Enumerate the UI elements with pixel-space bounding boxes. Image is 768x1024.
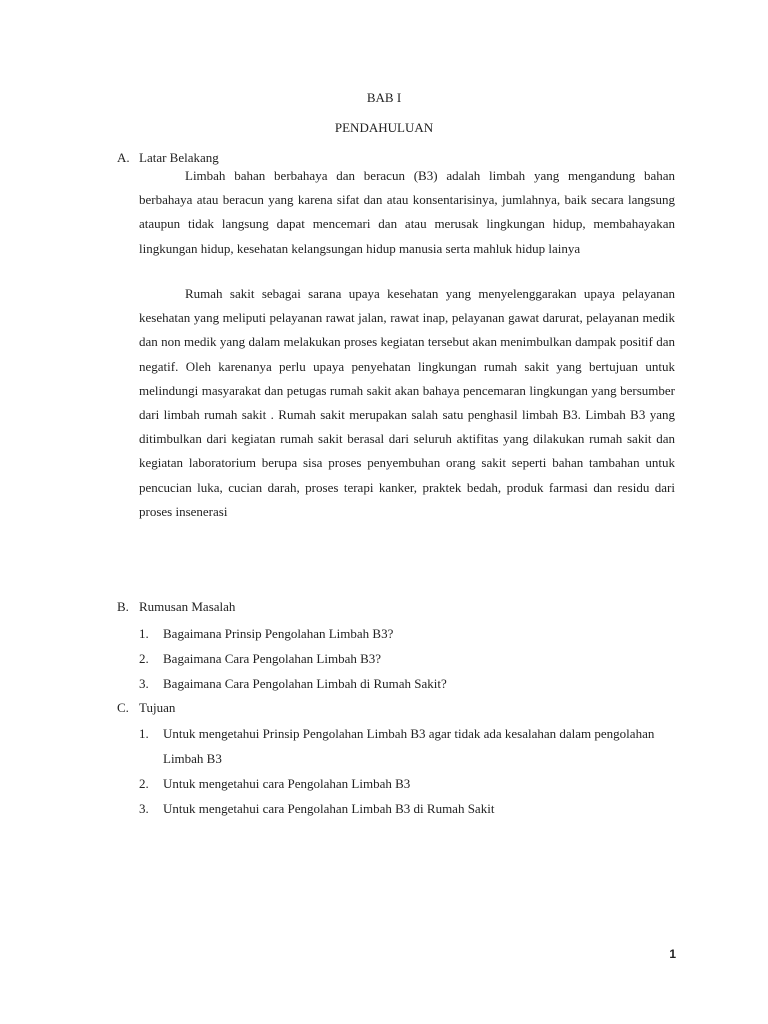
section-letter: B. [117, 599, 129, 614]
list-number: 2. [139, 776, 149, 791]
page-number: 1 [669, 947, 676, 961]
section-letter: A. [117, 150, 130, 165]
list-item-text: Bagaimana Cara Pengolahan Limbah di Rumah Sakit? [163, 676, 447, 691]
list-item-text: Untuk mengetahui Prinsip Pengolahan Limbah B3 agar tidak ada kesalahan dalam pengolahan Limbah B3 [163, 726, 655, 766]
list-item-text: Bagaimana Cara Pengolahan Limbah B3? [163, 651, 382, 666]
section-letter: C. [117, 700, 129, 715]
list-item [139, 721, 675, 771]
section-title: Latar Belakang [139, 150, 219, 165]
chapter-title: PENDAHULUAN [334, 120, 434, 135]
list-item-text: Untuk mengetahui cara Pengolahan Limbah B3 di Rumah Sakit [163, 801, 495, 816]
list-item [139, 771, 675, 796]
background-paragraph-1: Limbah bahan berbahaya dan beracun (B3) adalah limbah yang mengandung bahan berbahaya atau beracun yang karena sifat dan atau konsentarisinya, jumlahnya, baik secara langsung ataupun tidak langsung dapat mencemari dan atau merusak lingkungan hidup, membahayakan lingkungan hidup, kesehatan kelangsungan hidup manusia serta mahluk hidup lainya [139, 168, 675, 256]
list-item-text: Bagaimana Prinsip Pengolahan Limbah B3? [163, 626, 394, 641]
section-title: Tujuan [139, 700, 176, 715]
list-item [139, 671, 675, 696]
section-b-heading [117, 599, 235, 615]
list-item [139, 796, 675, 821]
list-number: 1. [139, 626, 149, 641]
list-number: 1. [139, 726, 149, 741]
objective-list [139, 721, 675, 821]
list-number: 3. [139, 801, 149, 816]
problem-list [139, 621, 675, 696]
section-c-heading [117, 700, 175, 716]
list-number: 3. [139, 676, 149, 691]
chapter-label: BAB I [366, 90, 402, 105]
list-number: 2. [139, 651, 149, 666]
list-item [139, 621, 675, 646]
list-item [139, 646, 675, 671]
list-item-text: Untuk mengetahui cara Pengolahan Limbah B3 [163, 776, 411, 791]
section-title: Rumusan Masalah [139, 599, 236, 614]
background-paragraph-2: Rumah sakit sebagai sarana upaya kesehatan yang menyelenggarakan upaya pelayanan kesehatan yang meliputi pelayanan rawat jalan, rawat inap, pelayanan gawat darurat, pelayanan medik dan non medik yang dalam melakukan proses kegiatan tersebut akan menimbulkan dampak positif dan negatif. Oleh karenanya perlu upaya penyehatan lingkungan rumah sakit yang bertujuan untuk melindungi masyarakat dan petugas rumah sakit akan bahaya pencemaran lingkungan yang bersumber dari limbah rumah sakit . Rumah sakit merupakan salah satu penghasil limbah B3. Limbah B3 yang ditimbulkan dari kegiatan rumah sakit berasal dari seluruh aktifitas yang dilakukan rumah sakit dan kegiatan laboratorium berupa sisa proses penyembuhan orang sakit seperti bahan tambahan untuk pencucian luka, cucian darah, proses terapi kanker, praktek bedah, produk farmasi dan residu dari proses insenerasi [139, 286, 675, 519]
